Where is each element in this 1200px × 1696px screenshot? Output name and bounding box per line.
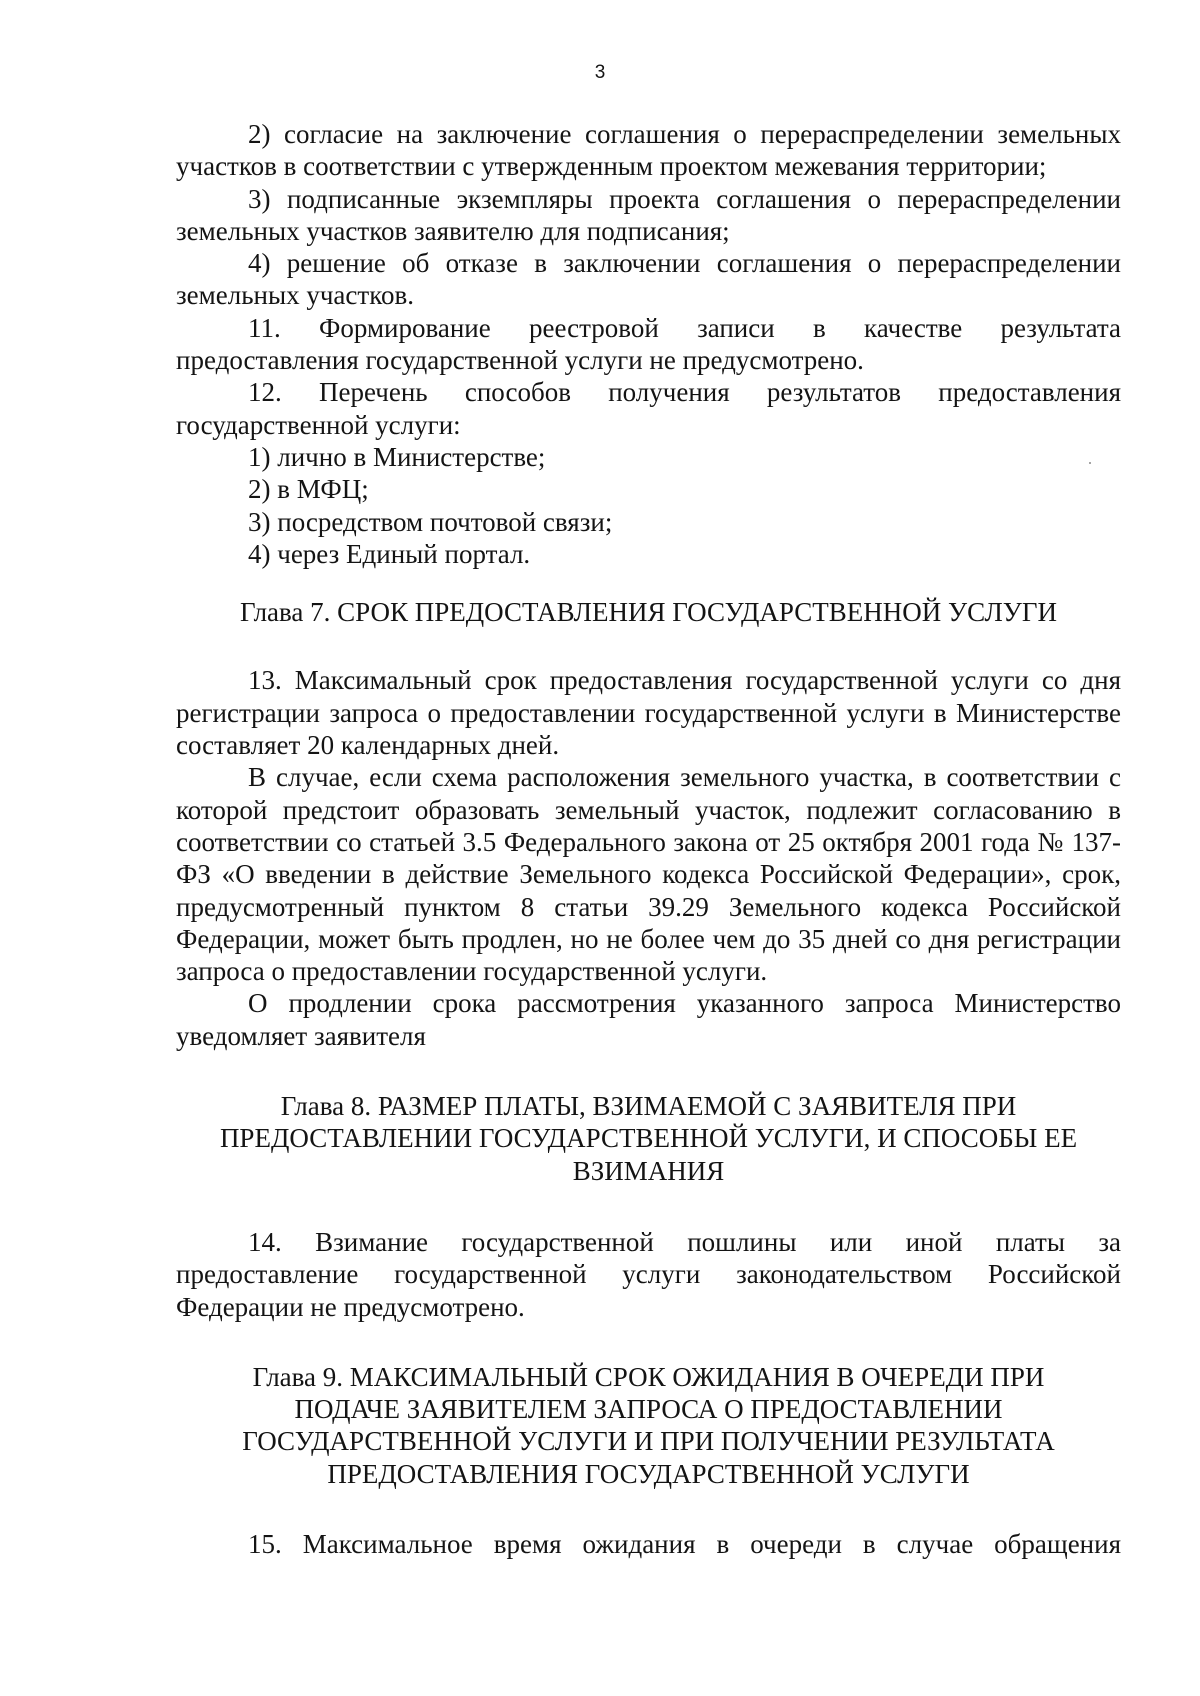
chapter-7-heading: Глава 7. СРОК ПРЕДОСТАВЛЕНИЯ ГОСУДАРСТВЕННОЙ УСЛУГИ — [239, 597, 1058, 628]
method-item-3: 3) посредством почтовой связи; — [248, 506, 613, 537]
chapter-9-heading — [176, 1361, 1121, 1490]
method-item-4: 4) через Единый портал. — [248, 538, 531, 569]
paragraph-14: 14. Взимание государственной пошлины или иной платы за предоставление государственной услуги законодательством Российской Федерации не предусмотрено. — [176, 1226, 1121, 1322]
chapter-9-line-4: ПРЕДОСТАВЛЕНИЯ ГОСУДАРСТВЕННОЙ УСЛУГИ — [327, 1458, 970, 1489]
result-item-4: 4) решение об отказе в заключении соглашения о перераспределении земельных участков. — [176, 248, 1121, 311]
chapter-8-heading — [176, 1090, 1121, 1187]
chapter-8-line-3: ВЗИМАНИЯ — [572, 1155, 725, 1186]
method-item-2: 2) в МФЦ; — [248, 474, 369, 505]
chapter-8-line-1: Глава 8. РАЗМЕР ПЛАТЫ, ВЗИМАЕМОЙ С ЗАЯВИТЕЛЯ ПРИ — [280, 1091, 1017, 1122]
chapter-9-line-2: ПОДАЧЕ ЗАЯВИТЕЛЕМ ЗАПРОСА О ПРЕДОСТАВЛЕНИИ — [294, 1394, 1003, 1425]
paragraph-11: 11. Формирование реестровой записи в качестве результата предоставления государственной услуги не предусмотрено. — [176, 312, 1121, 376]
document-body — [176, 118, 1121, 1560]
paragraph-15: 15. Максимальное время ожидания в очереди в случае обращения — [248, 1528, 1121, 1559]
chapter-9-line-3: ГОСУДАРСТВЕННОЙ УСЛУГИ И ПРИ ПОЛУЧЕНИИ РЕЗУЛЬТАТА — [242, 1426, 1055, 1457]
paragraph-13-case: В случае, если схема расположения земельного участка, в соответствии с которой предстоит образовать земельный участок, подлежит согласованию в соответствии со статьей 3.5 Федерального закона от 25 октября 2001 года № 137-ФЗ «О введении в действие Земельного кодекса Российской Федерации», срок, предусмотренный пунктом 8 статьи 39.29 Земельного кодекса Российской Федерации, может быть продлен, но не более чем до 35 дней со дня регистрации запроса о предоставлении государственной услуги. — [176, 762, 1121, 987]
method-item-1: 1) лично в Министерстве; — [248, 441, 546, 472]
chapter-8-line-2: ПРЕДОСТАВЛЕНИИ ГОСУДАРСТВЕННОЙ УСЛУГИ, И СПОСОБЫ ЕЕ — [219, 1123, 1078, 1154]
chapter-9-line-1: Глава 9. МАКСИМАЛЬНЫЙ СРОК ОЖИДАНИЯ В ОЧЕРЕДИ ПРИ — [252, 1361, 1045, 1392]
paragraph-13: 13. Максимальный срок предоставления государственной услуги со дня регистрации запроса о предоставлении государственной услуги в Министерстве составляет 20 календарных дней. — [176, 665, 1121, 761]
paragraph-12: 12. Перечень способов получения результатов предоставления государственной услуги: — [176, 377, 1121, 440]
result-item-3: 3) подписанные экземпляры проекта соглашения о перераспределении земельных участков заявителю для подписания; — [176, 183, 1121, 246]
result-item-2: 2) согласие на заключение соглашения о перераспределении земельных участков в соответствии с утвержденным проектом межевания территории; — [176, 119, 1121, 182]
paragraph-13-notice: О продлении срока рассмотрения указанного запроса Министерство уведомляет заявителя — [176, 988, 1121, 1051]
page-number: 3 — [594, 62, 606, 83]
